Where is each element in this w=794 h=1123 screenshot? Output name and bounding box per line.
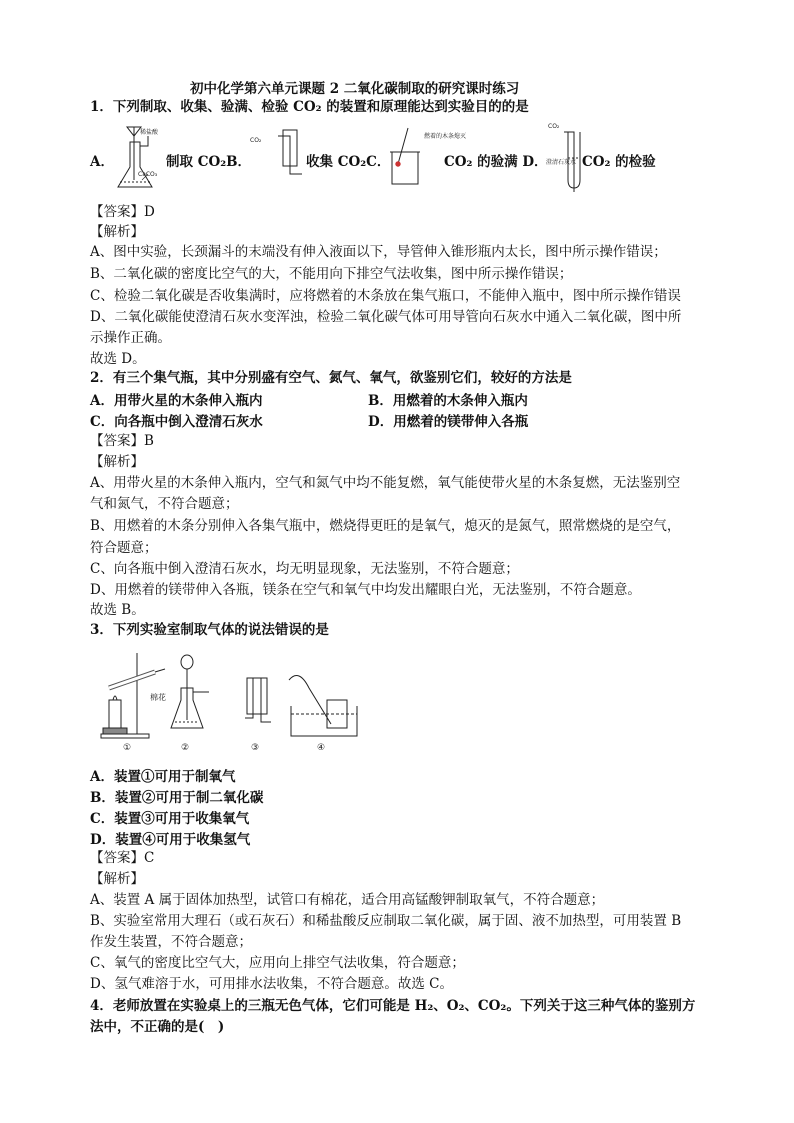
q2-analysis-line: B、用燃着的木条分别伸入各集气瓶中，燃烧得更旺的是氧气，熄灭的是氮气，照常燃烧的是空气， (90, 518, 681, 534)
q1-analysis-line: 故选 D。 (90, 351, 146, 367)
q3-label-4: ④ (317, 743, 326, 753)
q3-answer-value: C (144, 850, 155, 866)
q3-label-3: ③ (251, 743, 260, 753)
q2-analysis-line: 符合题意； (90, 540, 158, 556)
q1-fig-c-stick-label: 燃着的木条熄灭 (424, 133, 467, 140)
q2-option-d: D．用燃着的镁带伸入各瓶 (368, 414, 529, 430)
q3-analysis-line: 作发生装置，不符合题意； (90, 934, 252, 950)
q1-fig-a-caco3-label: CaCO₃ (138, 171, 158, 178)
q1-analysis-line: 示操作正确。 (90, 330, 171, 346)
q3-stem: 3．下列实验室制取气体的说法错误的是 (90, 622, 329, 638)
q2-answer-label: 【答案】 (90, 433, 144, 449)
q3-answer (90, 848, 730, 868)
q2-analysis-line: C、向各瓶中倒入澄清石灰水，均无明显现象，无法鉴别，不符合题意； (90, 561, 519, 577)
q2-analysis-line: A、用带火星的木条伸入瓶内，空气和氮气中均不能复燃，氧气能使带火星的木条复燃，无法鉴别空 (90, 475, 681, 491)
q1-analysis-label: 【解析】 (90, 224, 144, 240)
q3-option-a: A．装置①可用于制氧气 (90, 769, 236, 785)
q3-option-b: B．装置②可用于制二氧化碳 (90, 790, 264, 806)
q3-label-2: ② (181, 743, 190, 753)
q1-fig-d-lime-label: 澄清石灰水 (546, 159, 577, 166)
q3-cotton-label: 棉花 (150, 693, 166, 702)
q1-analysis-line: D、二氧化碳能使澄清石灰水变浑浊，检验二氧化碳气体可用导管向石灰水中通入二氧化碳，图中所 (90, 309, 682, 325)
q3-analysis-line: C、氧气的密度比空气大，应用向上排空气法收集，符合题意； (90, 955, 465, 971)
q3-apparatus-figures (95, 648, 370, 753)
q3-analysis-line: A、装置 A 属于固体加热型，试管口有棉花，适合用高锰酸钾制取氧气，不符合题意； (90, 892, 605, 908)
q2-stem: 2．有三个集气瓶，其中分别盛有空气、氮气、氧气，欲鉴别它们，较好的方法是 (90, 370, 572, 386)
q1-figure-a-flask (118, 127, 152, 187)
q2-option-b: B．用燃着的木条伸入瓶内 (368, 393, 528, 409)
q4-stem-line2: 法中，不正确的是( ) (90, 1019, 225, 1035)
q1-stem: 1．下列制取、收集、验满、检验 CO₂ 的装置和原理能达到实验目的的是 (90, 99, 529, 115)
q3-analysis-line: D、氢气难溶于水，可用排水法收集，不符合题意。故选 C。 (90, 976, 453, 992)
q1-answer (90, 202, 730, 222)
q1-option-a-label: A． (90, 154, 114, 170)
q2-analysis-line: D、用燃着的镁带伸入各瓶，镁条在空气和氧气中均发出耀眼白光，无法鉴别，不符合题意。 (90, 582, 641, 598)
q1-option-d-text: CO₂ 的检验 (582, 154, 656, 170)
q1-analysis-line: C、检验二氧化碳是否收集满时，应将燃着的木条放在集气瓶口，不能伸入瓶中，图中所示操作错误 (90, 288, 681, 304)
q1-fig-a-acid-label: 稀盐酸 (140, 129, 159, 136)
q3-apparatus-4-trough (289, 676, 357, 737)
q3-option-c: C．装置③可用于收集氧气 (90, 811, 250, 827)
q1-figure-b-collection (278, 130, 302, 174)
q1-analysis-line: B、二氧化碳的密度比空气的大，不能用向下排空气法收集，图中所示操作错误； (90, 266, 573, 282)
page-title: 初中化学第六单元课题 2 二氧化碳制取的研究课时练习 (190, 81, 520, 97)
q1-analysis-line: A、图中实验，长颈漏斗的末端没有伸入液面以下，导管伸入锥形瓶内太长，图中所示操作错误； (90, 244, 667, 260)
q1-option-b-text: 收集 CO₂C． (306, 154, 391, 170)
q1-fig-d-co2-label: CO₂ (548, 123, 560, 130)
q1-answer-label: 【答案】 (90, 204, 144, 220)
q3-analysis-label: 【解析】 (90, 871, 144, 887)
q3-label-1: ① (123, 743, 132, 753)
q2-option-c: C．向各瓶中倒入澄清石灰水 (90, 414, 263, 430)
q2-option-a: A．用带火星的木条伸入瓶内 (90, 393, 263, 409)
q1-option-a-text: 制取 CO₂B． (166, 154, 252, 170)
q1-figure-c-jar (390, 128, 420, 184)
q3-apparatus-2-flask (171, 655, 209, 728)
q3-apparatus-3-jar (245, 678, 271, 722)
q2-analysis-line: 故选 B。 (90, 602, 145, 618)
q3-analysis-line: B、实验室常用大理石（或石灰石）和稀盐酸反应制取二氧化碳，属于固、液不加热型，可用装置 B (90, 913, 682, 929)
q3-option-d: D．装置④可用于收集氢气 (90, 832, 251, 848)
q1-option-c-text: CO₂ 的验满 D． (444, 154, 548, 170)
q1-fig-b-co2-label: CO₂ (250, 137, 262, 144)
q1-answer-value: D (144, 204, 155, 220)
q2-analysis-line: 气和氮气，不符合题意； (90, 496, 239, 512)
q2-answer-value: B (144, 433, 154, 449)
q4-stem-line1: 4．老师放置在实验桌上的三瓶无色气体，它们可能是 H₂、O₂、CO₂。下列关于这三种气体的鉴别方 (90, 998, 696, 1014)
q2-analysis-label: 【解析】 (90, 454, 144, 470)
q3-answer-label: 【答案】 (90, 850, 144, 866)
q2-answer (90, 431, 730, 451)
